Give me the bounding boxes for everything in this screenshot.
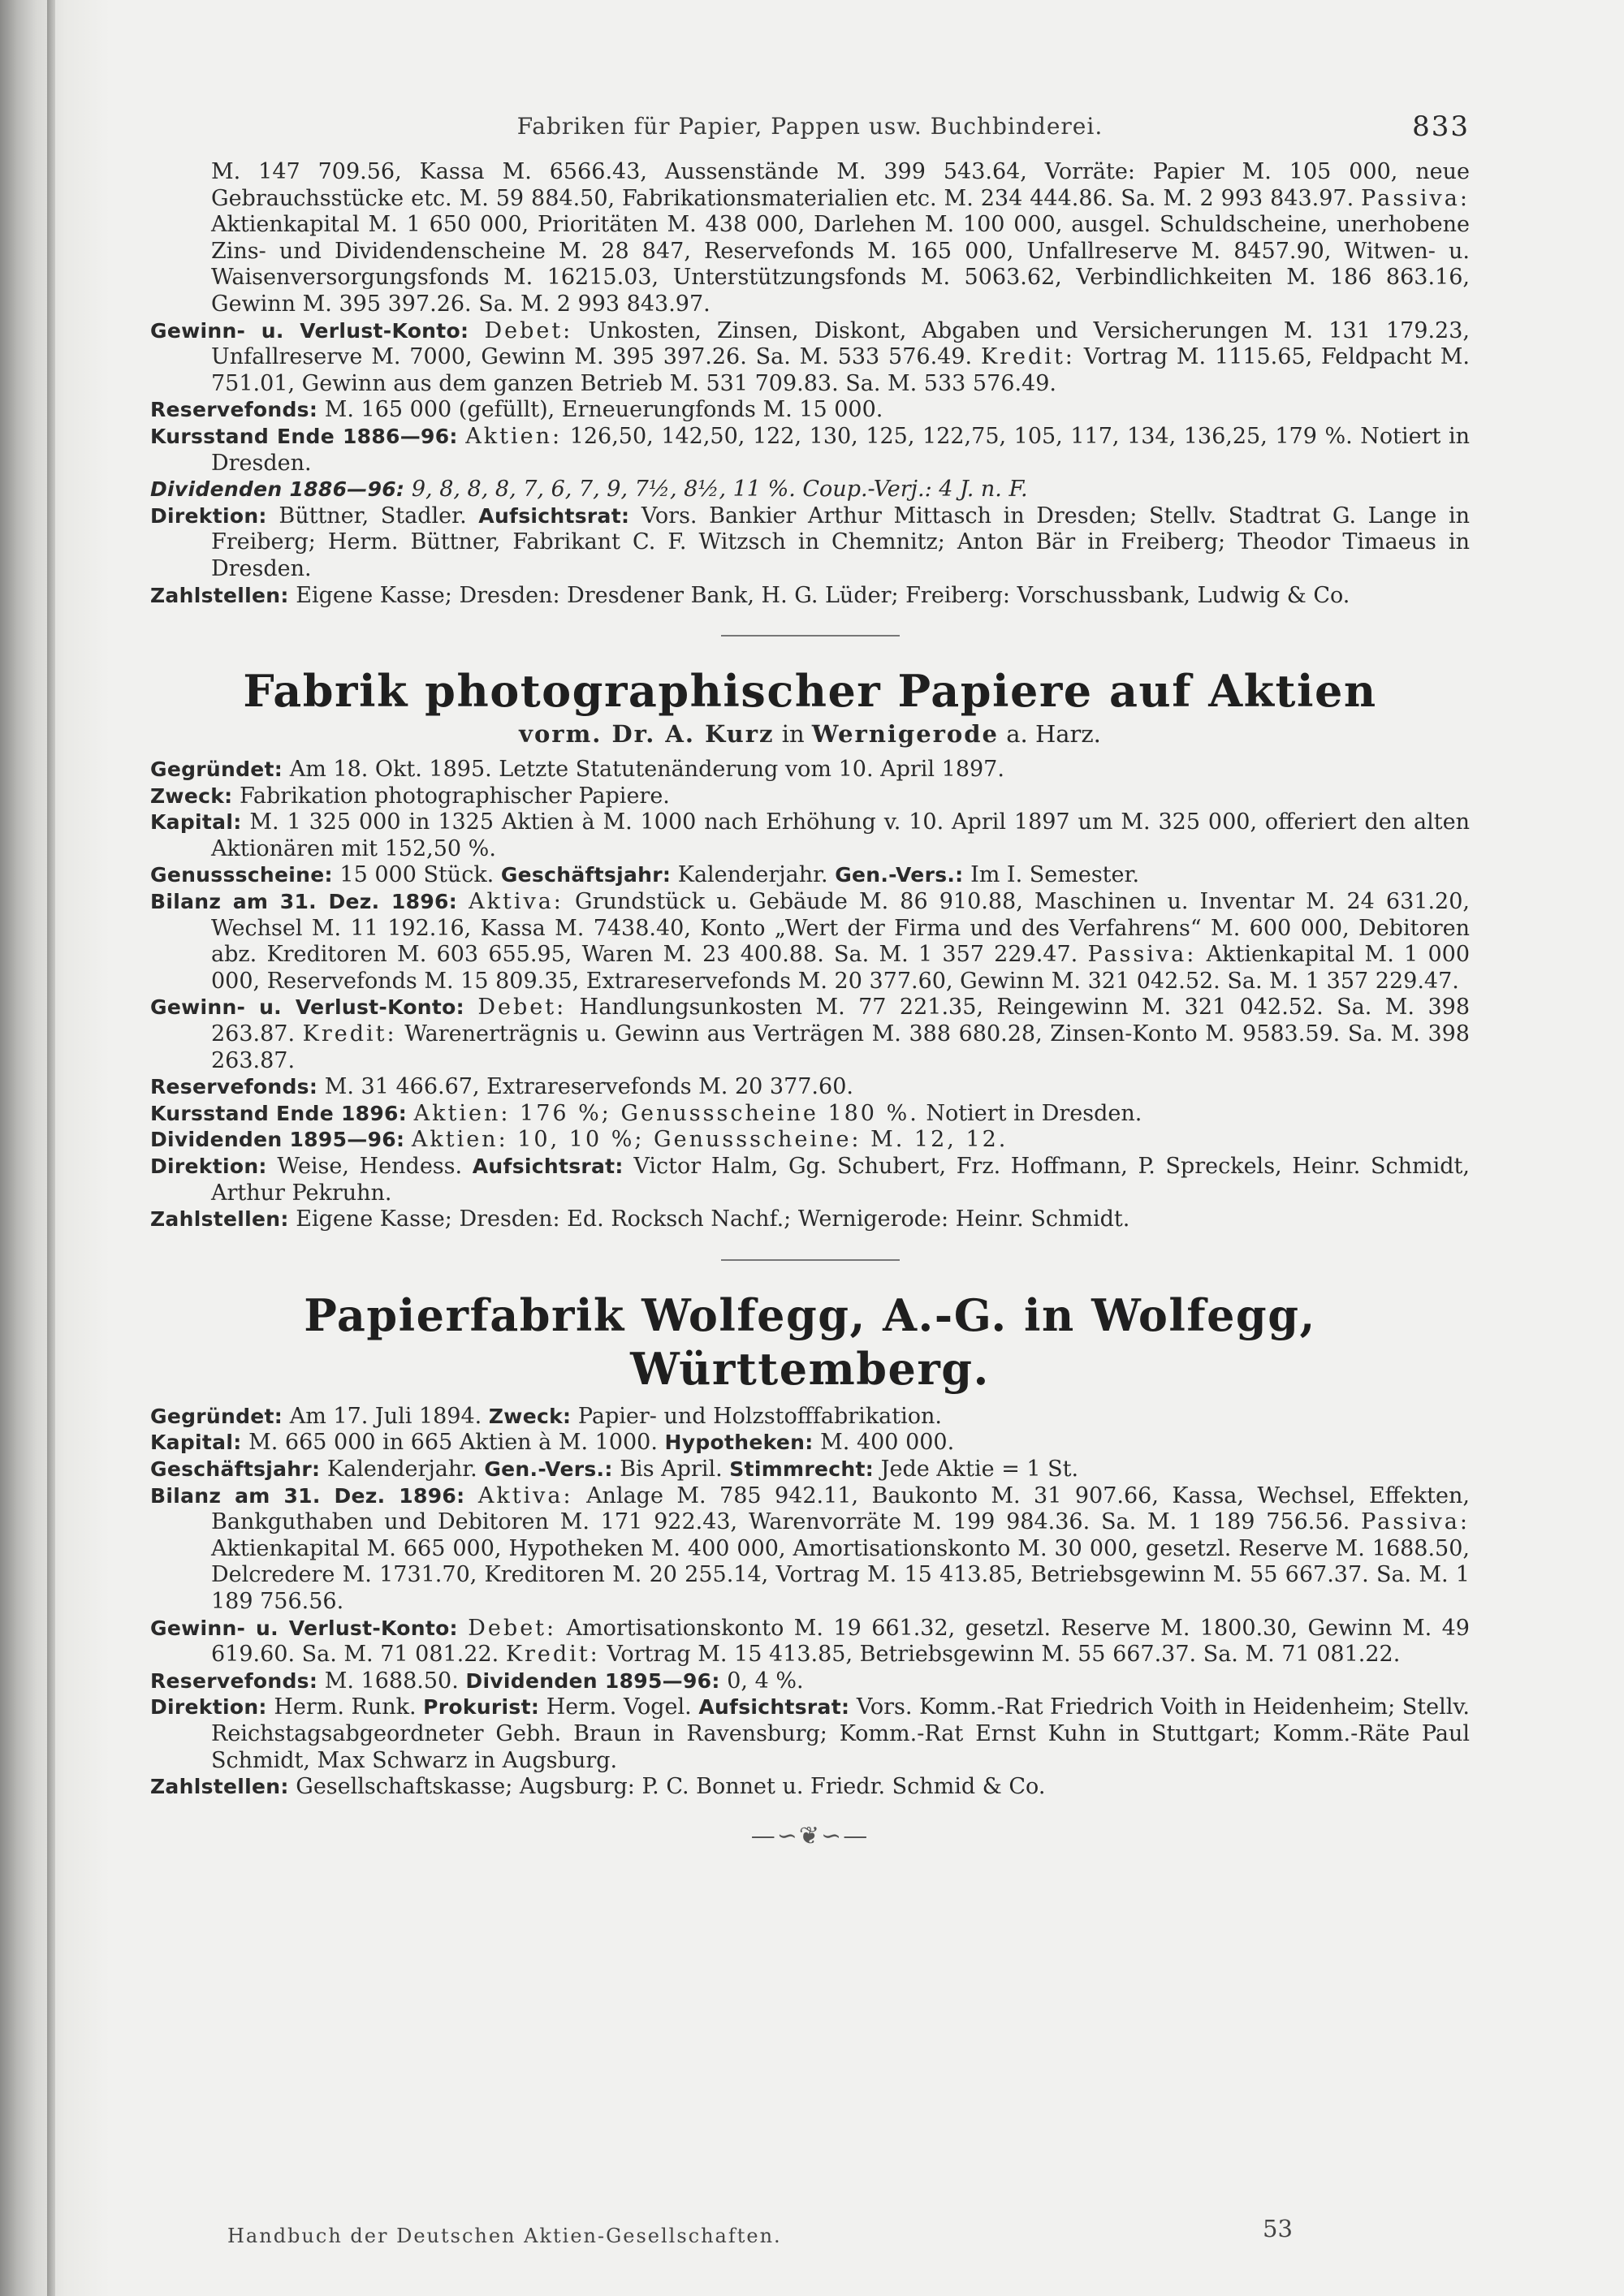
div-text: 0, 4 %.: [727, 1668, 804, 1694]
aufsichtsrat-text: Vors. Bankier Arthur Mittasch in Dresden; Stellv. Stadtrat G. Lange in Freiberg; Herm. Büttner, Fabrikant C. F. Witzsch in Chemnitz; Anton Bär in Freiberg; Theodor Timaeus in Dresden.: [211, 503, 1470, 581]
kurs-label: Kursstand Ende 1886—96:: [150, 424, 458, 448]
zweck-label: Zweck:: [488, 1404, 572, 1428]
zahlstellen-text: Eigene Kasse; Dresden: Ed. Rocksch Nachf.; Wernigerode: Heinr. Schmidt.: [296, 1206, 1130, 1232]
zahlstellen-label: Zahlstellen:: [150, 1207, 289, 1232]
hypotheken-text: M. 400 000.: [820, 1430, 955, 1456]
div-label: Dividenden 1895—96:: [465, 1668, 720, 1693]
entry-dividenden: [150, 477, 1470, 503]
debet-text: Unkosten, Zinsen, Diskont, Abgaben und Versicherungen M. 131 179.23, Unfallreserve M. 7000, Gewinn M. 395 397.26. Sa. M. 533 576.49.: [211, 317, 1470, 370]
entry-kursstand: [150, 424, 1470, 477]
aufsichtsrat-label: Aufsichtsrat:: [472, 1154, 624, 1178]
entry-bilanz: [150, 1483, 1470, 1616]
book-spine-shadow: [0, 0, 110, 2296]
bilanz-label: Bilanz am 31. Dez. 1896:: [150, 890, 458, 914]
aufsichtsrat-label: Aufsichtsrat:: [478, 503, 630, 528]
entry-dividenden: [150, 1127, 1470, 1154]
kredit-text: Vortrag M. 15 413.85, Betriebsgewinn M. 55 667.37. Sa. M. 71 081.22.: [607, 1642, 1401, 1668]
spine-edge: [47, 0, 55, 2296]
passiva-text: Aktienkapital M. 1 650 000, Prioritäten M. 438 000, Darlehen M. 100 000, ausgel. Schuldscheine, unerhobene Zins- und Dividendenscheine M. 28 847, Reservefonds M. 165 000, Unfallreserve M. 8457.90, Witwen- u. Waisenversorgungsfonds M. 16215.03, Unterstützungsfonds M. 5063.62, Verbindlichkeiten M. 186 863.16, Gewinn M. 395 397.26. Sa. M. 2 993 843.97.: [211, 212, 1470, 317]
reserve-text: M. 165 000 (gefüllt), Erneuerungfonds M. 15 000.: [324, 397, 883, 423]
passiva-text: Aktienkapital M. 1 000 000, Reservefonds M. 15 809.35, Extrareservefonds M. 20 377.60, Gewinn M. 321 042.52. Sa. M. 1 357 229.47.: [211, 942, 1470, 994]
section-divider: [721, 635, 900, 637]
entry-geschaeftsjahr: [150, 1457, 1470, 1483]
kurs-label: Kursstand Ende 1896:: [150, 1101, 408, 1125]
bilanz-continued: [150, 159, 1470, 318]
entry-gegruendet: [150, 757, 1470, 783]
aktiva-label: Aktiva:: [469, 889, 564, 915]
entry-reservefonds: [150, 397, 1470, 424]
passiva-label: Passiva:: [1361, 185, 1470, 211]
kapital-text: M. 1 325 000 in 1325 Aktien à M. 1000 nach Erhöhung v. 10. April 1897 um M. 325 000, offeriert den alten Aktionären mit 152,50 %.: [211, 809, 1470, 861]
subtitle-city: Wernigerode: [811, 720, 1000, 749]
aufsichtsrat-text: Vors. Komm.-Rat Friedrich Voith in Heidenheim; Stellv. Reichstagsabgeordneter Gebh. Braun in Ravensburg; Komm.-Rat Ernst Kuhn in Stuttgart; Komm.-Räte Paul Schmidt, Max Schwarz in Augsburg.: [211, 1694, 1471, 1773]
entry-genussscheine: [150, 862, 1470, 889]
genvers-label: Gen.-Vers.:: [835, 863, 964, 887]
entry-direktion: [150, 1154, 1470, 1206]
debet-text: Amortisationskonto M. 19 661.32, gesetzl. Reserve M. 1800.30, Gewinn M. 49 619.60. Sa. M. 71 081.22.: [211, 1615, 1470, 1668]
direktion-text: Herm. Runk.: [274, 1694, 417, 1720]
genvers-text: Im I. Semester.: [970, 862, 1140, 888]
debet-label: Debet:: [468, 1615, 557, 1641]
kurs-text: Aktien: 176 %; Genussscheine 180 %.: [413, 1100, 919, 1126]
page-number: 833: [1412, 110, 1470, 143]
kredit-text: Warenerträgnis u. Gewinn aus Verträgen M. 388 680.28, Zinsen-Konto M. 9583.59. Sa. M. 398 263.87.: [211, 1021, 1470, 1073]
company-entry-kurz: [150, 664, 1470, 1233]
div-text: Aktien: 10, 10 %; Genussscheine: M. 12, 12.: [411, 1127, 1009, 1153]
zweck-text: Papier- und Holzstofffabrikation.: [577, 1403, 942, 1429]
stimmrecht-text: Jede Aktie = 1 St.: [880, 1456, 1079, 1482]
kapital-text: M. 665 000 in 665 Aktien à M. 1000.: [248, 1430, 658, 1456]
zahlstellen-text: Gesellschaftskasse; Augsburg: P. C. Bonnet u. Friedr. Schmid & Co.: [296, 1774, 1046, 1800]
section-divider: [721, 1259, 900, 1261]
entry-kapital: [150, 809, 1470, 862]
footer-signature: 53: [1263, 2215, 1293, 2242]
footer-book-title: Handbuch der Deutschen Aktien-Gesellschaften.: [227, 2225, 782, 2247]
kredit-text: Vortrag M. 1115.65, Feldpacht M. 751.01, Gewinn aus dem ganzen Betrieb M. 531 709.83. Sa. M. 533 576.49.: [211, 344, 1470, 396]
entry-reservefonds: [150, 1668, 1470, 1695]
reserve-label: Reservefonds:: [150, 398, 318, 422]
geschaeftsjahr-label: Geschäftsjahr:: [150, 1457, 321, 1481]
passiva-text: Aktienkapital M. 665 000, Hypotheken M. 400 000, Amortisationskonto M. 30 000, gesetzl. Reserve M. 1688.50, Delcredere M. 1731.70, Kreditoren M. 20 255.14, Vortrag M. 15 413.85, Betriebsgewinn M. 55 667.37. Sa. M. 1 189 756.56.: [211, 1535, 1470, 1614]
direktion-text: Büttner, Stadler.: [279, 503, 467, 529]
entry-reservefonds: [150, 1074, 1470, 1101]
kapital-label: Kapital:: [150, 810, 242, 835]
subtitle-in: in: [781, 720, 805, 749]
zahlstellen-label: Zahlstellen:: [150, 583, 289, 607]
div-label: Dividenden 1886—96:: [150, 477, 405, 502]
company-entry-wolfegg: [150, 1288, 1470, 1801]
running-head: [150, 110, 1470, 153]
kurs-note: Notiert in Dresden.: [926, 1100, 1142, 1126]
kredit-label: Kredit:: [505, 1642, 600, 1668]
kredit-label: Kredit:: [302, 1021, 397, 1047]
div-label: Dividenden 1895—96:: [150, 1128, 405, 1152]
aktiva-label: Aktiva:: [477, 1482, 573, 1508]
company-title: Papierfabrik Wolfegg, A.-G. in Wolfegg, Württemberg.: [304, 1288, 1316, 1395]
reserve-label: Reservefonds:: [150, 1668, 318, 1693]
entry-direktion: [150, 1694, 1470, 1774]
entry-zahlstellen: [150, 583, 1470, 610]
direktion-label: Direktion:: [150, 503, 267, 528]
direktion-text: Weise, Hendess.: [277, 1154, 463, 1179]
gegruendet-label: Gegründet:: [150, 1404, 283, 1428]
subtitle-founder: vorm. Dr. A. Kurz: [519, 720, 775, 749]
kredit-label: Kredit:: [980, 344, 1075, 370]
guv-label: Gewinn- u. Verlust-Konto:: [150, 318, 469, 343]
prokurist-label: Prokurist:: [423, 1695, 540, 1720]
debet-label: Debet:: [484, 317, 573, 343]
entry-direktion: [150, 503, 1470, 583]
entry-guv: [150, 995, 1470, 1074]
company-subtitle: [150, 718, 1470, 750]
prokurist-text: Herm. Vogel.: [546, 1694, 692, 1720]
reserve-text: M. 31 466.67, Extrareservefonds M. 20 377.60.: [324, 1074, 853, 1100]
guv-label: Gewinn- u. Verlust-Konto:: [150, 995, 464, 1020]
debet-text: Handlungsunkosten M. 77 221.35, Reingewinn M. 321 042.52. Sa. M. 398 263.87.: [211, 995, 1470, 1047]
gegruendet-text: Am 17. Juli 1894.: [289, 1403, 482, 1429]
geschaeftsjahr-text: Kalenderjahr.: [677, 862, 828, 888]
kurs-aktien-label: Aktien:: [465, 423, 563, 449]
passiva-label: Passiva:: [1361, 1509, 1471, 1535]
gegruendet-text: Am 18. Okt. 1895. Letzte Statutenänderung vom 10. April 1897.: [289, 757, 1004, 783]
page-body: [150, 110, 1471, 1850]
genvers-label: Gen.-Vers.:: [484, 1457, 613, 1481]
page-footer: [227, 2215, 1470, 2257]
genvers-text: Bis April.: [620, 1456, 723, 1482]
direktion-label: Direktion:: [150, 1695, 267, 1720]
div-text: 9, 8, 8, 8, 7, 6, 7, 9, 7½, 8½, 11 %. Coup.-Verj.: 4 J. n. F.: [411, 477, 1028, 503]
geschaeftsjahr-label: Geschäftsjahr:: [500, 863, 672, 887]
genuss-text: 15 000 Stück.: [339, 862, 495, 888]
bilanz-label: Bilanz am 31. Dez. 1896:: [150, 1483, 465, 1508]
genuss-label: Genussscheine:: [150, 863, 333, 887]
subtitle-region: a. Harz.: [1006, 720, 1101, 749]
hypotheken-label: Hypotheken:: [664, 1431, 814, 1455]
aktiva-text: Grundstück u. Gebäude M. 86 910.88, Maschinen u. Inventar M. 24 631.20, Wechsel M. 11 192.16, Kassa M. 7438.40, Konto „Wert der Firma und des Verfahrens“ M. 600 000, Debitoren abz. Kreditoren M. 603 655.95, Waren M. 23 400.88. Sa. M. 1 357 229.47.: [211, 889, 1470, 968]
kurs-text: 126,50, 142,50, 122, 130, 125, 122,75, 105, 117, 134, 136,25, 179 %. Notiert in Dresden.: [211, 423, 1470, 476]
zweck-label: Zweck:: [150, 783, 233, 808]
zahlstellen-label: Zahlstellen:: [150, 1775, 289, 1799]
geschaeftsjahr-text: Kalenderjahr.: [326, 1456, 477, 1482]
direktion-label: Direktion:: [150, 1154, 267, 1178]
end-ornament: —∽❦∽—: [750, 1821, 870, 1850]
kapital-label: Kapital:: [150, 1431, 242, 1455]
guv-label: Gewinn- u. Verlust-Konto:: [150, 1616, 458, 1640]
debet-label: Debet:: [477, 995, 567, 1021]
running-head-title: Fabriken für Papier, Pappen usw. Buchbinderei.: [516, 113, 1104, 140]
stimmrecht-label: Stimmrecht:: [729, 1457, 875, 1481]
passiva-label: Passiva:: [1087, 942, 1197, 968]
entry-zweck: [150, 783, 1470, 810]
entry-kursstand: [150, 1101, 1470, 1128]
gegruendet-label: Gegründet:: [150, 757, 283, 782]
entry-guv: [150, 1616, 1470, 1668]
entry-guv: [150, 318, 1470, 398]
aufsichtsrat-text: Victor Halm, Gg. Schubert, Frz. Hoffmann, P. Spreckels, Heinr. Schmidt, Arthur Pekruhn.: [211, 1154, 1470, 1206]
zahlstellen-text: Eigene Kasse; Dresden: Dresdener Bank, H. G. Lüder; Freiberg: Vorschussbank, Ludwig & Co.: [296, 582, 1350, 608]
entry-kapital: [150, 1430, 1470, 1457]
aktiva-text: Anlage M. 785 942.11, Baukonto M. 31 907.66, Kassa, Wechsel, Effekten, Bankguthaben und Debitoren M. 171 922.43, Warenvorräte M. 199 984.36. Sa. M. 1 189 756.56.: [211, 1482, 1470, 1535]
company-title: Fabrik photographischer Papiere auf Aktien: [243, 665, 1377, 718]
zweck-text: Fabrikation photographischer Papiere.: [240, 783, 670, 809]
reserve-label: Reservefonds:: [150, 1075, 318, 1099]
entry-zahlstellen: [150, 1206, 1470, 1233]
aufsichtsrat-label: Aufsichtsrat:: [698, 1695, 850, 1720]
entry-gegruendet: [150, 1404, 1470, 1431]
reserve-text: M. 1688.50.: [324, 1668, 459, 1694]
section-continued: [150, 159, 1470, 609]
bilanz-continued-text: M. 147 709.56, Kassa M. 6566.43, Aussenstände M. 399 543.64, Vorräte: Papier M. 105 000, neue Gebrauchsstücke etc. M. 59 884.50, Fabrikationsmaterialien etc. M. 234 444.86. Sa. M. 2 993 843.97.: [211, 159, 1470, 211]
entry-zahlstellen: [150, 1774, 1470, 1801]
entry-bilanz: [150, 889, 1470, 995]
